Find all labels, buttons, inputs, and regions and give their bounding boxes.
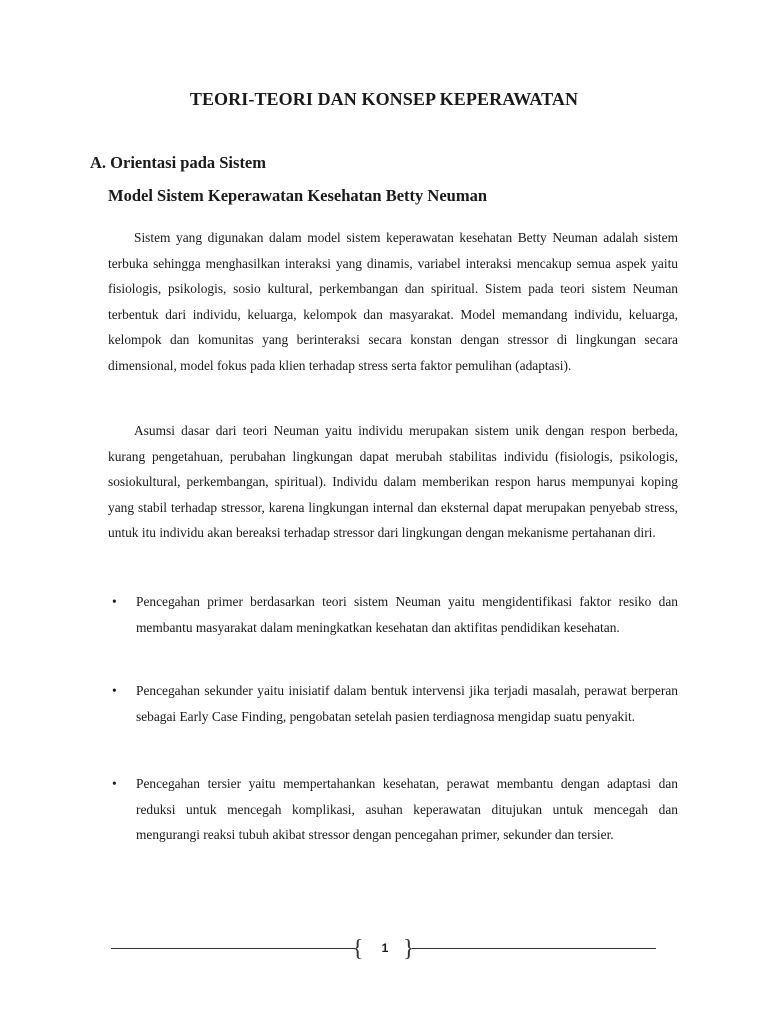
page-title: TEORI-TEORI DAN KONSEP KEPERAWATAN [189, 89, 579, 109]
list-item-text: Pencegahan tersier yaitu mempertahankan kesehatan, perawat membantu dengan adaptasi dan reduksi untuk mencegah komplikasi, asuhan keperawatan ditujukan untuk mencegah dan mengurangi reaksi tubuh akibat stressor dengan pencegahan primer, sekunder dan tersier. [136, 776, 678, 842]
left-brace-icon: { [352, 936, 364, 962]
body-paragraph: Sistem yang digunakan dalam model sistem keperawatan kesehatan Betty Neuman adalah sistem terbuka sehingga menghasilkan interaksi yang dinamis, variabel interaksi mencakup semua aspek yaitu fisiologis, psikologis, sosio kultural, perkembangan dan spiritual. Sistem pada teori sistem Neuman terbentuk dari individu, keluarga, kelompok dan masyarakat. Model memandang individu, keluarga, kelompok dan komunitas yang berinteraksi secara konstan dengan stressor di lingkungan secara dimensional, model fokus pada klien terhadap stress serta faktor pemulihan (adaptasi). [108, 230, 678, 373]
footer-divider-right [412, 948, 656, 949]
page-footer [0, 935, 768, 965]
right-brace-icon: } [403, 936, 415, 962]
section-subheading: Model Sistem Keperawatan Kesehatan Betty Neuman [108, 186, 488, 205]
list-item-text: Pencegahan primer berdasarkan teori sistem Neuman yaitu mengidentifikasi faktor resiko dan membantu masyarakat dalam meningkatkan kesehatan dan aktifitas pendidikan kesehatan. [136, 594, 678, 635]
list-item-text: Pencegahan sekunder yaitu inisiatif dalam bentuk intervensi jika terjadi masalah, perawat berperan sebagai Early Case Finding, pengobatan setelah pasien terdiagnosa mengidap suatu penyakit. [136, 683, 678, 724]
footer-divider-left [111, 948, 355, 949]
section-heading: A. Orientasi pada Sistem [90, 153, 267, 172]
bullet-icon: • [112, 594, 117, 609]
page-number: 1 [381, 941, 389, 955]
body-paragraph: Asumsi dasar dari teori Neuman yaitu individu merupakan sistem unik dengan respon berbeda, kurang pengetahuan, perubahan lingkungan dapat merubah stabilitas individu (fisiologis, psikologis, sosiokultural, perkembangan, spiritual). Individu dalam memberikan respon harus mempunyai koping yang stabil terhadap stressor, karena lingkungan internal dan eksternal dapat merupakan penyebab stress, untuk itu individu akan bereaksi terhadap stressor dari lingkungan dengan mekanisme pertahanan diri. [108, 423, 678, 540]
bullet-icon: • [112, 683, 117, 698]
bullet-icon: • [112, 776, 117, 791]
